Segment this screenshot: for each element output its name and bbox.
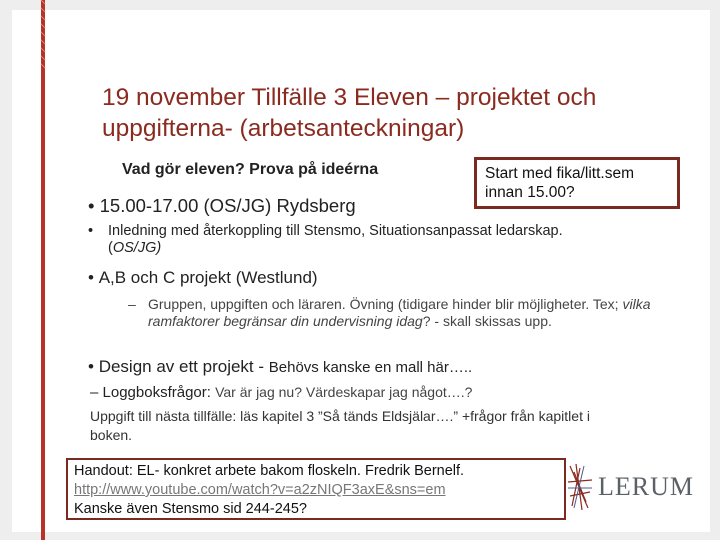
- bullet-abc: • A,B och C projekt (Westlund): [88, 268, 318, 287]
- callout-box: Start med fika/litt.sem innan 15.00?: [474, 157, 680, 209]
- log-questions: – Loggboksfrågor: Var är jag nu? Värdeskapar jag något….?: [90, 384, 473, 401]
- sub-bullet-group: – Gruppen, uppgiften och läraren. Övning (tidigare hinder blir möjligheter. Tex; vilka ramfaktorer begränsar din undervisning idag? - skall skissas upp.: [128, 296, 651, 329]
- subheading: Vad gör eleven? Prova på ideérna: [122, 161, 379, 178]
- handout-line: Kanske även Stensmo sid 244-245?: [74, 501, 307, 517]
- next-task: Uppgift till nästa tillfälle: läs kapitel 3 ”Så tänds Eldsjälar….” +frågor från kapitlet i boken.: [90, 408, 590, 443]
- handout-box: [66, 458, 566, 520]
- dash-icon: –: [128, 296, 136, 312]
- bullet-intro: • Inledning med återkoppling till Stensmo, Situationsanpassat ledarskap. (OS/JG): [88, 223, 563, 256]
- youtube-link[interactable]: http://www.youtube.com/watch?v=a2zNIQF3axE&sns=em: [74, 482, 446, 498]
- bullet-design: • Design av ett projekt - Behövs kanske en mall här…..: [88, 357, 473, 376]
- logo-text: LERUM: [598, 472, 694, 501]
- bullet-time: • 15.00-17.00 (OS/JG) Rydsberg: [88, 195, 356, 216]
- bullet-dot-icon: •: [88, 195, 100, 216]
- bullet-dot-icon: •: [88, 223, 94, 239]
- rope-decoration: [40, 0, 46, 540]
- bullet-dot-icon: •: [88, 357, 99, 376]
- slide-title: 19 november Tillfälle 3 Eleven – projektet och uppgifterna- (arbetsanteckningar): [102, 84, 597, 142]
- handout-line: Handout: EL- konkret arbete bakom floskeln. Fredrik Bernelf.: [74, 463, 465, 479]
- bullet-dot-icon: •: [88, 268, 99, 287]
